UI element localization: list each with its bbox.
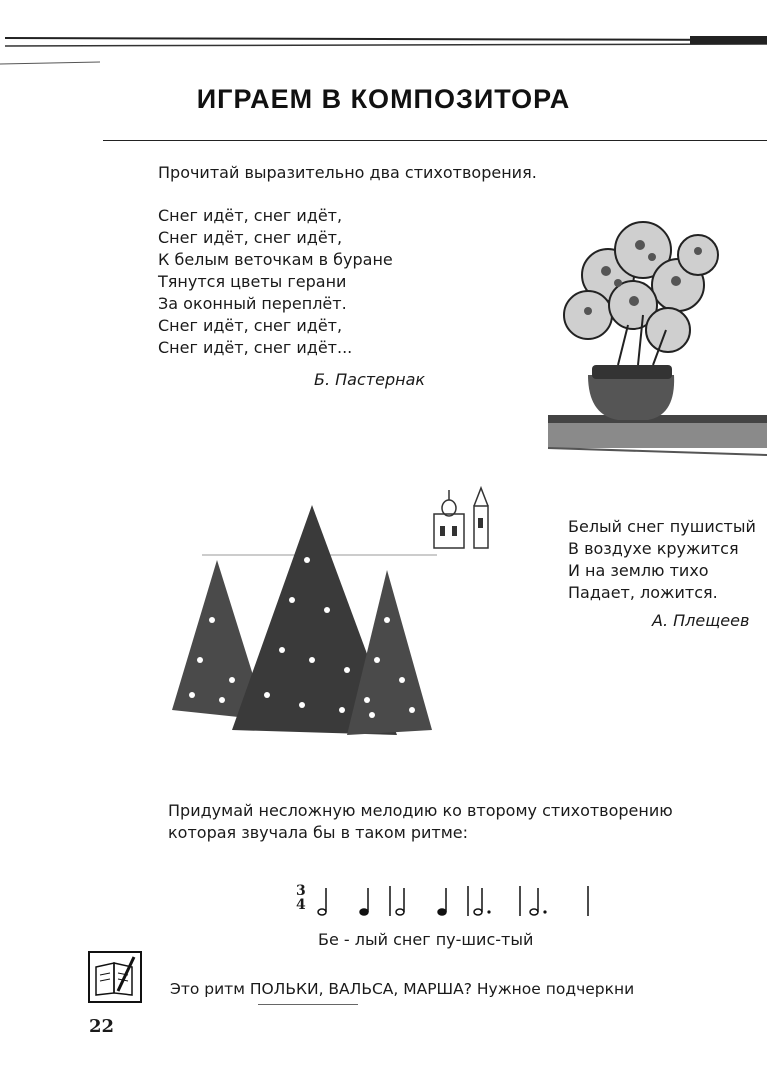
poem-pasternak xyxy=(158,205,393,359)
rhythm-syllables: Бе - лый снег пу-шис-тый xyxy=(318,930,534,949)
poem-line: Тянутся цветы герани xyxy=(158,272,347,291)
poem-line: Снег идёт, снег идёт, xyxy=(158,206,343,225)
church-illustration xyxy=(430,484,496,550)
poem-line: К белым веточкам в буране xyxy=(158,250,393,269)
page-number: 22 xyxy=(89,1016,115,1037)
page-title: ИГРАЕМ В КОМПОЗИТОРА xyxy=(196,84,571,114)
notebook-pen-icon xyxy=(88,951,142,1007)
poem-author: А. Плещеев xyxy=(652,611,750,630)
time-signature-bottom: 4 xyxy=(296,897,306,913)
note-dotted-half xyxy=(474,888,482,915)
note-half xyxy=(396,888,404,915)
rhythm-notation xyxy=(292,884,602,920)
poem-line: Снег идёт, снег идёт... xyxy=(158,338,353,357)
task-line: Придумай несложную мелодию ко второму стихотворению xyxy=(168,801,673,820)
poem-line: В воздухе кружится xyxy=(568,539,739,558)
answer-underline[interactable] xyxy=(258,1004,358,1005)
rhythm-question: Это ритм ПОЛЬКИ, ВАЛЬСА, МАРША? Нужное подчеркни xyxy=(170,980,635,998)
poem-line: За оконный переплёт. xyxy=(158,294,347,313)
note-quarter xyxy=(360,888,368,915)
title-underline xyxy=(103,140,767,141)
note-dotted-half xyxy=(530,888,538,915)
poem-line: Белый снег пушистый xyxy=(568,517,756,536)
time-signature-top: 3 xyxy=(296,883,306,899)
intro-instruction: Прочитай выразительно два стихотворения. xyxy=(158,163,537,182)
geranium-pot-illustration xyxy=(548,205,767,465)
top-scan-edge xyxy=(0,0,767,70)
note-quarter xyxy=(438,888,446,915)
poem-line: Снег идёт, снег идёт, xyxy=(158,316,343,335)
note-half xyxy=(318,888,326,915)
poem-author: Б. Пастернак xyxy=(314,370,426,389)
poem-line: Падает, ложится. xyxy=(568,583,718,602)
poem-line: Снег идёт, снег идёт, xyxy=(158,228,343,247)
snowy-fir-trees-illustration xyxy=(162,500,437,755)
task-line: которая звучала бы в таком ритме: xyxy=(168,823,469,842)
poem-pleshcheev xyxy=(568,516,756,604)
poem-line: И на землю тихо xyxy=(568,561,709,580)
